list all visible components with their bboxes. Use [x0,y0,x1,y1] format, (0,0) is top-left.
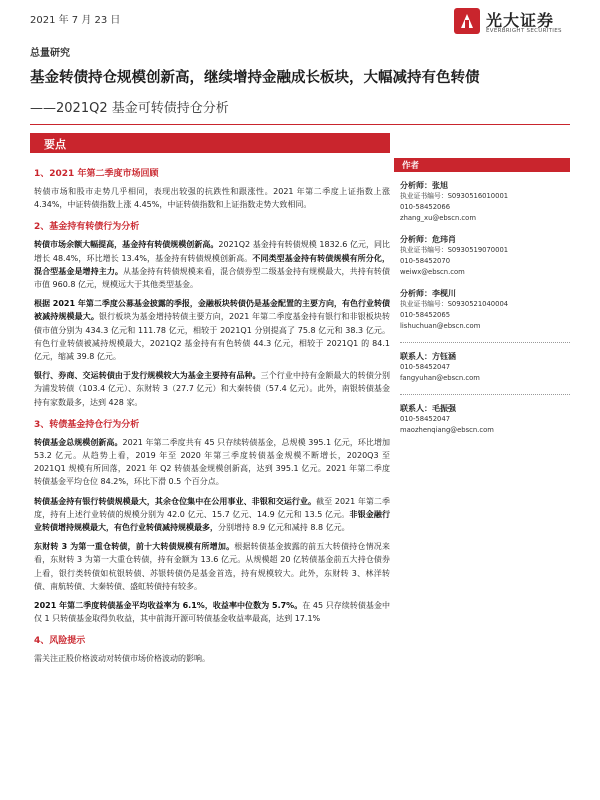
paragraph-lead: 转债市场余额大幅提高，基金持有转债规模创新高。 [34,240,219,250]
contact-name: 毛振强 [432,404,456,413]
key-points-header [30,133,390,153]
paragraph [34,495,390,535]
contact-phone: 010-58452047 [400,363,451,371]
paragraph-text-2: 分别增持 8.9 亿元和减持 8.8 亿元。 [218,523,350,533]
paragraph-lead: 东财转 3 为第一重仓转债，前十大转债规模有所增加。 [34,542,235,552]
section-heading: 1、2021 年第二季度市场回顾 [34,169,159,179]
contacts-divider [400,394,570,395]
contact-card [400,403,570,436]
section-heading: 3、转债基金持仓行为分析 [34,419,140,430]
paragraph [34,369,390,409]
paragraph [34,297,390,363]
contact-role: 联系人： [400,352,432,361]
author-phone: 010-58452065 [400,311,451,319]
authors-label: 作者 [402,161,420,171]
author-role: 分析师： [400,181,432,190]
logo-en: EVERBRIGHT SECURITIES [486,28,562,34]
paragraph [34,185,390,211]
author-email[interactable]: lishuchuan@ebscn.com [400,322,481,330]
paragraph [34,436,390,489]
paragraph-text: 需关注正股价格波动对转债市场价格波动的影响。 [34,654,210,664]
author-license: 执业证书编号：S0930519070001 [400,246,509,254]
report-title: 基金转债持仓规模创新高，继续增持金融成长板块，大幅减持有色转债 [30,70,480,86]
paragraph-text-2: 从基金持有转债规模来看，混合债券型二级基金持有规模最大，共持有转债市值 960.8 亿元，规模远大于其他类型基金。 [34,266,391,290]
paragraph-lead: 银行、券商、交运转债由于发行规模较大为基金主要持有品种。 [34,371,261,381]
author-email[interactable]: weiwx@ebscn.com [400,268,465,276]
report-category: 总量研究 [30,48,70,59]
author-email[interactable]: zhang_xu@ebscn.com [400,214,476,222]
paragraph-text: 2021 年第二季度共有 45 只存续转债基金，总规模 395.1 亿元，环比增加 53.2 亿元。从趋势上看，2019 年至 2020 年第三季度转债基金规模不断增长，2020Q3 至 2021Q1 规模有所回落，2021 年 Q2 转债基金规模创新高，达到 395.1 亿元。2021 年第二季度转债基金平均仓位 84.2%，环比下滑 0.5 个百分点。 [34,437,391,487]
paragraph-text: 三个行业中持有金额最大的转债分别为浦发转债（103.4 亿元）、东财转 3（27.7 亿元）和大秦转债（57.4 亿元）。此外，南银转债基金持有家数最多，达到 428 家。 [34,371,391,407]
author-role: 分析师： [400,235,432,244]
contact-email[interactable]: maozhenqiang@ebscn.com [400,426,494,434]
report-date: 2021 年 7 月 23 日 [30,15,121,26]
contact-email[interactable]: fangyuhan@ebscn.com [400,374,480,382]
author-name: 李枧川 [432,289,456,298]
contact-name: 方钰涵 [432,352,456,361]
author-card [400,234,570,278]
paragraph-text: 银行板块为基金增持转债主要方向，2021 年第二季度基金持有银行和非银板块转债市值分别为 434.3 亿元和 111.78 亿元，相较于 2021Q1 分别提高了 75.8 亿元和 38.3 亿元。有色行业转债被减持规模最大，2021Q2 基金持有有色转债 44.3 亿元，相较于 2021Q1 的 84.1 亿元，缩减 39.8 亿元。 [34,312,390,362]
author-license: 执业证书编号：S0930521040004 [400,300,509,308]
paragraph-lead-2: 非银金融行业转债增持规模最大，有色行业转债减持规模最多， [34,509,390,533]
section-4 [30,633,390,665]
key-points-body [30,158,390,672]
paragraph-lead-2: 不同类型基金持有转债规模有所分化，混合型基金是增持主力。 [34,253,390,276]
key-points-label: 要点 [44,138,66,151]
paragraph [34,540,390,593]
brand-logo [452,6,592,40]
authors-divider [400,342,570,343]
paragraph-text: 在 45 只存续转债基金中仅 1 只转债基金取得负收益，其中前海开源可转债基金收益率最高，达到 17.1% [34,601,391,624]
contact-phone: 010-58452047 [400,415,451,423]
contact-card [400,351,570,384]
author-card [400,180,570,224]
paragraph [34,238,390,291]
report-subtitle: ——2021Q2 基金可转债持仓分析 [30,101,229,116]
paragraph-lead: 转债基金总规模创新高。 [34,437,123,447]
paragraph-text: 2021Q2 基金持有转债规模 1832.6 亿元，同比增长 48.4%，环比增长 13.4%，基金持有转债规模创新高。 [34,240,391,263]
author-license: 执业证书编号：S0930516010001 [400,192,509,200]
section-heading: 2、基金持有转债行为分析 [34,222,140,233]
paragraph-lead: 转债基金持有银行转债规模最大，其余仓位集中在公用事业、非银和交运行业。 [34,496,317,506]
paragraph [34,599,390,625]
author-card [400,288,570,332]
paragraph-text: 截至 2021 年第二季度，持有上述行业转债的规模分别为 42.0 亿元、15.7 亿元、14.9 亿元和 13.5 亿元。 [34,496,390,519]
author-name: 危玮肖 [432,235,456,244]
authors-header [394,158,570,172]
contact-role: 联系人： [400,404,432,413]
paragraph-lead: 2021 年第二季度转债基金平均收益率为 6.1%，收益率中位数为 5.7%。 [34,601,303,611]
paragraph-text: 转债市场和股市走势几乎相同，表现出较强的抗跌性和跟涨性。2021 年第二季度上证指数上涨 4.34%，中证转债指数上涨 4.45%，中证转债指数和上证指数走势大致相同。 [34,187,390,210]
author-role: 分析师： [400,289,432,298]
section-1 [30,166,390,211]
author-name: 张旭 [432,181,448,190]
title-divider [30,124,570,125]
logo-cn: 光大证券 [486,11,555,30]
paragraph-lead: 根据 2021 年第二季度公募基金披露的季报，金融板块转债仍是基金配置的主要方向，有色行业转债被减持规模最大。 [34,299,390,322]
section-2 [30,219,390,408]
paragraph-text: 根据转债基金披露的前五大转债持仓情况来看，东财转 3 为第一大重仓转债，持有金额为 13.6 亿元。从规模超 20 亿转债基金前五大持仓债券上看，银行类转债如杭银转债、苏银转债仍是基金首选，持有规模较大。此外，东财转 3、林洋转债、南航转债、大秦转债、盛虹转债持有较多。 [34,542,391,591]
everbright-logo-icon [452,6,482,36]
paragraph [34,652,390,665]
authors-panel [400,180,570,446]
section-3 [30,417,390,626]
author-phone: 010-58452070 [400,257,451,265]
section-heading: 4、风险提示 [34,636,86,647]
author-phone: 010-58452066 [400,203,451,211]
